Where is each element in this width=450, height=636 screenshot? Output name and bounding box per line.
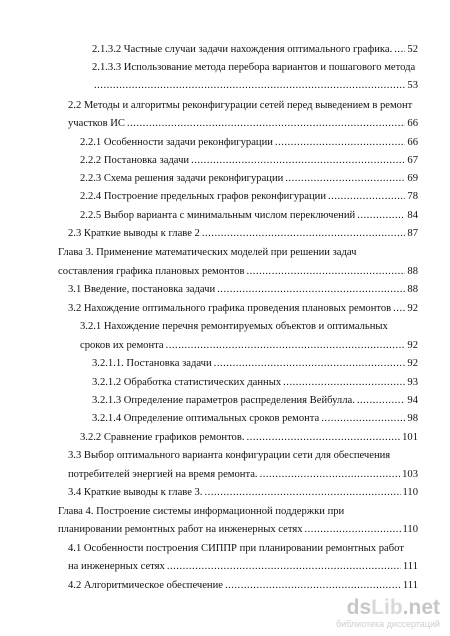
toc-entry-page: 93	[407, 377, 418, 388]
toc-entry-page: 98	[407, 413, 418, 424]
toc-entry-page: 101	[402, 432, 418, 443]
toc-leader	[328, 188, 405, 206]
toc-entry	[80, 134, 418, 152]
toc-entry-page: 78	[407, 191, 418, 202]
toc-entry-title: 3.2.2 Сравнение графиков ремонтов.	[80, 432, 245, 443]
toc-entry-page: 103	[402, 469, 418, 480]
toc-entry-cont	[68, 115, 418, 133]
toc-entry-page: 67	[407, 155, 418, 166]
toc-leader	[305, 521, 401, 539]
dslib-watermark	[322, 596, 440, 630]
toc-entry-title: 2.1.3.2 Частные случаи задачи нахождения оптимального графика.	[92, 44, 393, 55]
toc-entry-title: 4.2 Алгоритмическое обеспечение	[68, 580, 223, 591]
toc-chapter: Глава 3. Применение математических моделей при решении задач	[58, 247, 357, 258]
toc-leader	[283, 374, 405, 392]
toc-entry-title: сроков их ремонта	[80, 340, 164, 351]
toc-entry-page: 52	[407, 44, 418, 55]
toc-entry	[68, 577, 418, 595]
toc-entry-title: составления графика плановых ремонтов	[58, 266, 245, 277]
toc-entry-title: 2.2.5 Выбор варианта с минимальным числом переключений	[80, 210, 356, 221]
toc-entry-cont	[80, 337, 418, 355]
toc-leader	[275, 134, 405, 152]
toc-leader	[247, 429, 401, 447]
toc-leader	[393, 300, 405, 318]
toc-entry	[80, 188, 418, 206]
toc-entry	[80, 152, 418, 170]
toc-entry-page: 88	[407, 284, 418, 295]
toc-entry-cont	[68, 466, 418, 484]
toc-entry-page: 92	[407, 340, 418, 351]
toc-entry-title: 3.2.1.4 Определение оптимальных сроков ремонта	[92, 413, 320, 424]
toc-entry-title: 2.3 Краткие выводы к главе 2	[68, 228, 200, 239]
toc-leader	[260, 466, 401, 484]
toc-entry	[68, 225, 418, 243]
toc-leader	[357, 207, 405, 225]
toc-chapter-cont	[58, 263, 418, 281]
toc-entry	[80, 429, 418, 447]
toc-entry: 2.2 Методы и алгоритмы реконфигурации сетей перед выведением в ремонт	[68, 100, 413, 111]
toc-entry: 3.2.1 Нахождение перечня ремонтируемых объектов и оптимальных	[80, 321, 388, 332]
toc-leader	[166, 337, 406, 355]
toc-entry-page: 53	[407, 80, 418, 91]
toc-entry-page: 92	[407, 358, 418, 369]
toc-entry	[92, 410, 418, 428]
toc-entry-title: 2.2.3 Схема решения задачи реконфигурации	[80, 173, 284, 184]
toc-entry-page: 94	[407, 395, 418, 406]
toc-leader	[225, 577, 401, 595]
toc-leader	[247, 263, 406, 281]
toc-leader	[205, 484, 401, 502]
toc-entry-title: планировании ремонтных работ на инженерных сетях	[58, 524, 303, 535]
toc-entry	[68, 484, 418, 502]
toc-entry	[92, 41, 418, 59]
toc-entry-page: 87	[407, 228, 418, 239]
toc-leader	[357, 392, 406, 410]
toc-entry-title: 2.2.2 Постановка задачи	[80, 155, 190, 166]
toc-entry-title: 3.2.1.1. Постановка задачи	[92, 358, 212, 369]
toc-entry-title: участков ИС	[68, 118, 125, 129]
toc-entry	[80, 207, 418, 225]
toc-entry	[68, 300, 418, 318]
toc-entry: 3.3 Выбор оптимального варианта конфигурации сети для обеспечения	[68, 450, 391, 461]
toc-entry	[92, 374, 418, 392]
toc-entry-title: 3.1 Введение, постановка задачи	[68, 284, 216, 295]
toc-entry-page: 84	[407, 210, 418, 221]
toc-entry-page: 66	[407, 137, 418, 148]
toc-chapter: Глава 4. Построение системы информационной поддержки при	[58, 506, 345, 517]
toc-entry-cont	[68, 558, 418, 576]
toc-entry-title: 2.2.4 Построение предельных графов реконфигурации	[80, 191, 327, 202]
watermark-subtitle: библиотека диссертаций	[335, 619, 440, 629]
toc-leader	[394, 41, 405, 59]
toc-entry-page: 111	[402, 580, 418, 591]
toc-entry-title: 3.2 Нахождение оптимального графика проведения плановых ремонтов	[68, 303, 392, 314]
toc-entry-title: 3.4 Краткие выводы к главе 3.	[68, 487, 203, 498]
toc-entry-cont	[92, 77, 418, 95]
toc-entry	[68, 281, 418, 299]
toc-leader	[191, 152, 405, 170]
toc-leader	[217, 281, 405, 299]
toc-leader	[202, 225, 406, 243]
toc-entry: 2.1.3.3 Использование метода перебора вариантов и пошагового метода	[92, 62, 416, 73]
toc-entry-page: 92	[407, 303, 418, 314]
toc-leader	[94, 77, 405, 95]
toc-entry-page: 69	[407, 173, 418, 184]
toc-entry-page: 110	[402, 524, 418, 535]
toc-entry-page: 88	[407, 266, 418, 277]
toc-leader	[214, 355, 406, 373]
toc-entry	[92, 355, 418, 373]
toc-leader	[167, 558, 401, 576]
toc-leader	[321, 410, 405, 428]
toc-entry: 4.1 Особенности построения СИППР при планировании ремонтных работ	[68, 543, 404, 554]
toc-entry-title: 2.2.1 Особенности задачи реконфигурации	[80, 137, 273, 148]
toc-entry-title: на инженерных сетях	[68, 561, 165, 572]
logo-ds: ds	[346, 596, 372, 619]
logo-lib: Lib	[371, 596, 403, 619]
toc-entry	[80, 170, 418, 188]
toc-entry	[92, 392, 418, 410]
toc-entry-page: 111	[402, 561, 418, 572]
toc-entry-page: 66	[407, 118, 418, 129]
logo-net: .net	[402, 596, 440, 619]
dslib-logo	[347, 596, 440, 620]
toc-leader	[127, 115, 405, 133]
toc-entry-page: 110	[402, 487, 418, 498]
toc-leader	[285, 170, 405, 188]
toc-entry-title: 3.2.1.3 Определение параметров распределения Вейбулла.	[92, 395, 355, 406]
toc-entry-title: 3.2.1.2 Обработка статистических данных	[92, 377, 282, 388]
toc-entry-title: потребителей энергией на время ремонта.	[68, 469, 258, 480]
toc-chapter-cont	[58, 521, 418, 539]
